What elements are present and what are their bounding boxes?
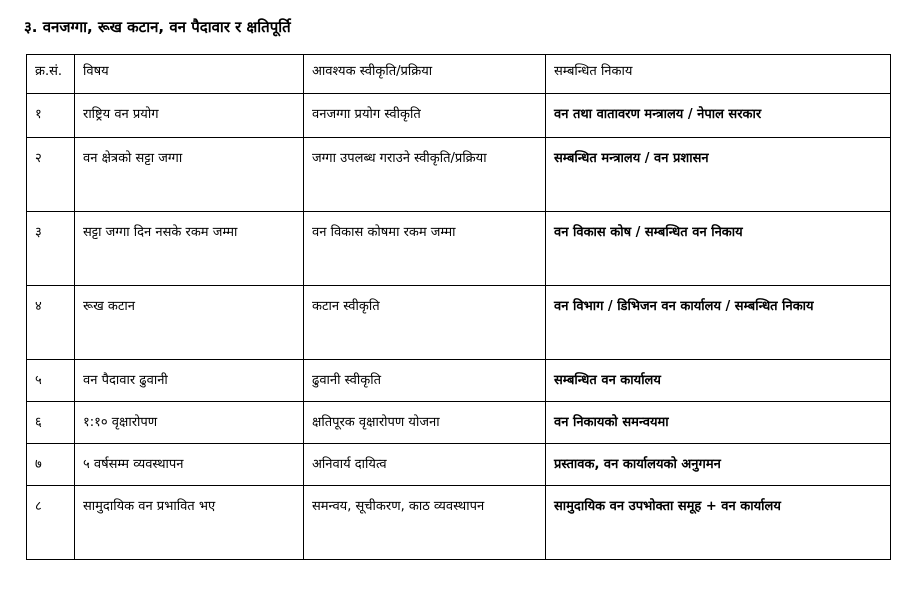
header-serial: क्र.सं. [27,55,75,94]
cell-serial: ६ [27,402,75,444]
table-row [27,94,891,138]
cell-approval: वनजग्गा प्रयोग स्वीकृति [304,94,546,138]
cell-approval: कटान स्वीकृति [304,286,546,360]
cell-agency: सम्बन्धित मन्त्रालय / वन प्रशासन [546,138,891,212]
header-approval: आवश्यक स्वीकृति/प्रक्रिया [304,55,546,94]
cell-serial: ५ [27,360,75,402]
header-subject: विषय [75,55,304,94]
cell-subject: राष्ट्रिय वन प्रयोग [75,94,304,138]
cell-agency: वन विकास कोष / सम्बन्धित वन निकाय [546,212,891,286]
cell-serial: ८ [27,486,75,560]
cell-approval: समन्वय, सूचीकरण, काठ व्यवस्थापन [304,486,546,560]
cell-agency: वन तथा वातावरण मन्त्रालय / नेपाल सरकार [546,94,891,138]
cell-serial: ७ [27,444,75,486]
table-header-row [27,55,891,94]
cell-subject: सट्टा जग्गा दिन नसके रकम जम्मा [75,212,304,286]
cell-agency: सम्बन्धित वन कार्यालय [546,360,891,402]
table-row [27,212,891,286]
table-row [27,402,891,444]
section-heading: ३. वनजग्गा, रूख कटान, वन पैदावार र क्षतिपूर्ति [24,18,291,36]
cell-approval: क्षतिपूरक वृक्षारोपण योजना [304,402,546,444]
cell-serial: ४ [27,286,75,360]
cell-subject: वन पैदावार ढुवानी [75,360,304,402]
cell-subject: रूख कटान [75,286,304,360]
cell-subject: १:१० वृक्षारोपण [75,402,304,444]
table-row [27,360,891,402]
cell-approval: ढुवानी स्वीकृति [304,360,546,402]
cell-subject: वन क्षेत्रको सट्टा जग्गा [75,138,304,212]
cell-approval: वन विकास कोषमा रकम जम्मा [304,212,546,286]
cell-subject: ५ वर्षसम्म व्यवस्थापन [75,444,304,486]
cell-subject: सामुदायिक वन प्रभावित भए [75,486,304,560]
cell-serial: ३ [27,212,75,286]
table-row [27,444,891,486]
cell-approval: जग्गा उपलब्ध गराउने स्वीकृति/प्रक्रिया [304,138,546,212]
cell-approval: अनिवार्य दायित्व [304,444,546,486]
table-row [27,138,891,212]
header-agency: सम्बन्धित निकाय [546,55,891,94]
cell-agency: वन विभाग / डिभिजन वन कार्यालय / सम्बन्धित निकाय [546,286,891,360]
cell-serial: १ [27,94,75,138]
cell-agency: वन निकायको समन्वयमा [546,402,891,444]
cell-serial: २ [27,138,75,212]
table-row [27,286,891,360]
forest-approval-table [26,54,891,560]
cell-agency: सामुदायिक वन उपभोक्ता समूह + वन कार्यालय [546,486,891,560]
table-row [27,486,891,560]
cell-agency: प्रस्तावक, वन कार्यालयको अनुगमन [546,444,891,486]
